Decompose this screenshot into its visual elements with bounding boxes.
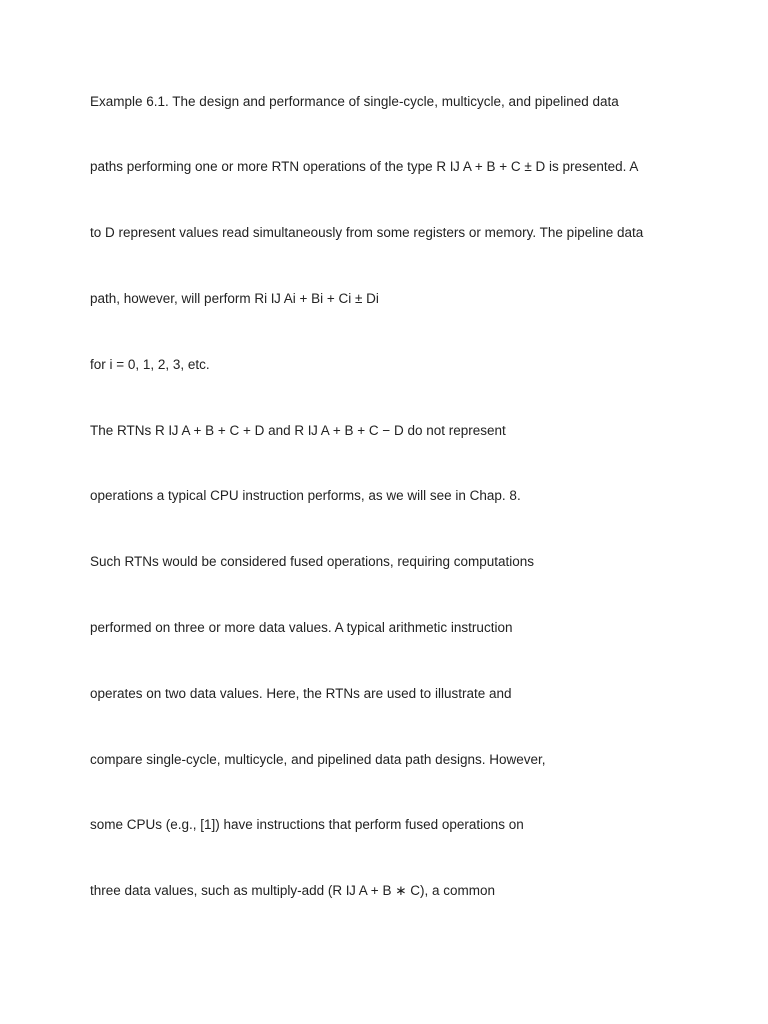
text-line: operations a typical CPU instruction performs, as we will see in Chap. 8. — [90, 488, 521, 503]
text-line: path, however, will perform Ri Ĳ Ai + Bi + Ci ± Di — [90, 291, 379, 306]
text-line: paths performing one or more RTN operations of the type R Ĳ A + B + C ± D is presented. A — [90, 159, 639, 174]
text-line: performed on three or more data values. A typical arithmetic instruction — [90, 620, 513, 635]
text-line: for i = 0, 1, 2, 3, etc. — [90, 357, 210, 372]
text-line: The RTNs R Ĳ A + B + C + D and R Ĳ A + B + C − D do not represent — [90, 423, 506, 438]
text-line: Such RTNs would be considered fused operations, requiring computations — [90, 554, 535, 569]
text-line: some CPUs (e.g., [1]) have instructions that perform fused operations on — [90, 817, 524, 832]
text-line: operates on two data values. Here, the RTNs are used to illustrate and — [90, 686, 512, 701]
text-line: to D represent values read simultaneously from some registers or memory. The pipeline data — [90, 225, 644, 240]
text-line: compare single-cycle, multicycle, and pipelined data path designs. However, — [90, 752, 546, 767]
text-line: Example 6.1. The design and performance of single-cycle, multicycle, and pipelined data — [90, 94, 619, 109]
text-line: three data values, such as multiply-add (R Ĳ A + B ∗ C), a common — [90, 883, 496, 898]
